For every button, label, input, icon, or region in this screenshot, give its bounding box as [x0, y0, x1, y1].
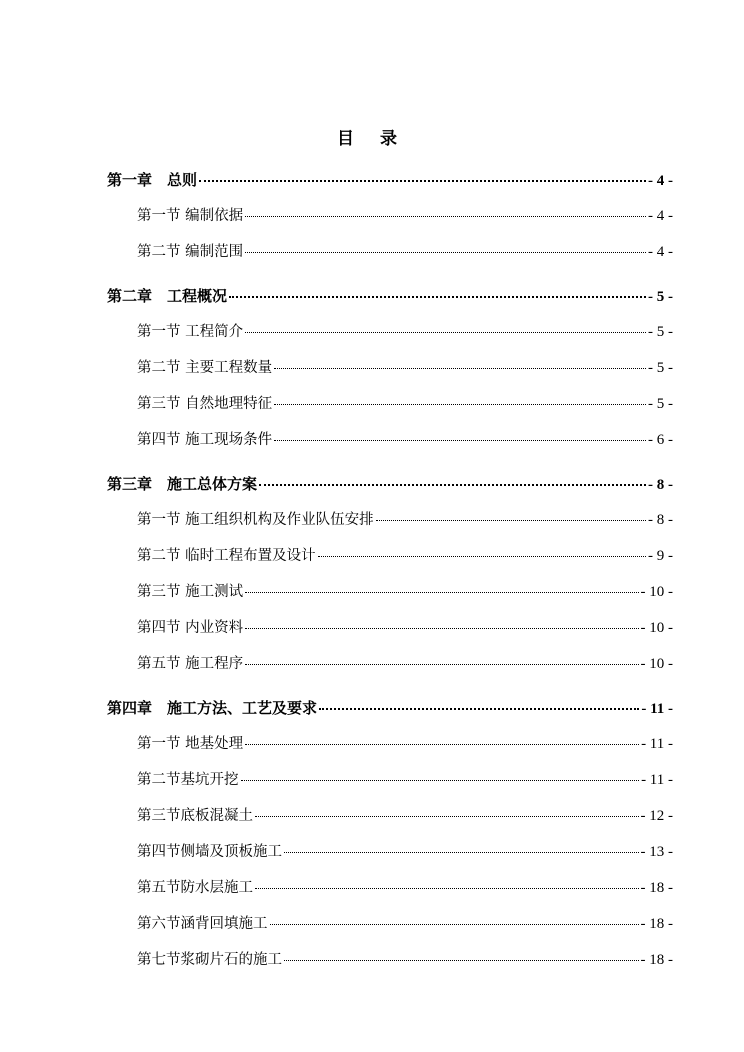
toc-entry-label: 第一节 编制依据 [137, 208, 244, 224]
dot-leader [376, 520, 646, 521]
toc-page-number: - 8 - [648, 477, 673, 493]
toc-entry-label: 第一节 地基处理 [137, 736, 244, 752]
dot-leader [255, 888, 639, 889]
dot-leader [199, 180, 646, 182]
toc-entry-label: 第二节 主要工程数量 [137, 360, 273, 376]
toc-entry-label: 第三节底板混凝土 [137, 808, 253, 824]
dot-leader [245, 216, 646, 217]
toc-chapter-1[interactable] [107, 169, 673, 191]
toc-section-1-1[interactable] [137, 205, 673, 227]
toc-chapter-4[interactable] [107, 697, 673, 719]
toc-page-number: - 10 - [640, 584, 673, 600]
toc-page-number: - 6 - [648, 432, 673, 448]
dot-leader [274, 440, 646, 441]
toc-page-number: - 5 - [648, 289, 673, 305]
dot-leader [255, 816, 639, 817]
toc-page-number: - 5 - [648, 360, 673, 376]
toc-section-2-2[interactable] [137, 357, 673, 379]
dot-leader [229, 296, 646, 298]
dot-leader [318, 556, 646, 557]
dot-leader [284, 960, 639, 961]
dot-leader [274, 404, 646, 405]
toc-section-4-3[interactable] [137, 805, 673, 827]
toc-page-number: - 12 - [640, 808, 673, 824]
toc-page-number: - 4 - [648, 208, 673, 224]
toc-page-number: - 11 - [641, 772, 673, 788]
toc-entry-label: 第二节 编制范围 [137, 244, 244, 260]
toc-entry-label: 第二节基坑开挖 [137, 772, 239, 788]
toc-entry-label: 第四章 施工方法、工艺及要求 [107, 699, 318, 717]
dot-leader [245, 592, 638, 593]
toc-section-4-5[interactable] [137, 877, 673, 899]
toc-entry-label: 第一节 施工组织机构及作业队伍安排 [137, 512, 374, 528]
dot-leader [284, 852, 639, 853]
dot-leader [245, 628, 638, 629]
toc-page-number: - 8 - [648, 512, 673, 528]
toc-page-number: - 5 - [648, 324, 673, 340]
toc-entry-label: 第二节 临时工程布置及设计 [137, 548, 316, 564]
dot-leader [259, 484, 646, 486]
toc-page-number: - 10 - [640, 656, 673, 672]
toc-page-number: - 4 - [648, 244, 673, 260]
toc-page-number: - 11 - [641, 701, 673, 717]
dot-leader [245, 744, 639, 745]
toc-section-3-2[interactable] [137, 545, 673, 567]
toc-section-3-1[interactable] [137, 509, 673, 531]
dot-leader [245, 332, 646, 333]
dot-leader [241, 780, 640, 781]
toc-section-2-3[interactable] [137, 393, 673, 415]
toc-entry-label: 第三节 施工测试 [137, 584, 244, 600]
toc-page-number: - 18 - [640, 880, 673, 896]
dot-leader [245, 664, 638, 665]
toc-entry-label: 第七节浆砌片石的施工 [137, 952, 282, 968]
toc-page-number: - 13 - [640, 844, 673, 860]
toc-page-number: - 18 - [640, 952, 673, 968]
toc-entry-label: 第一节 工程简介 [137, 324, 244, 340]
dot-leader [319, 708, 639, 710]
dot-leader [245, 252, 646, 253]
toc-entry-label: 第五节 施工程序 [137, 656, 244, 672]
toc-page-number: - 10 - [640, 620, 673, 636]
toc-section-4-6[interactable] [137, 913, 673, 935]
toc-entry-label: 第三章 施工总体方案 [107, 475, 258, 493]
toc-entry-label: 第四节侧墙及顶板施工 [137, 844, 282, 860]
toc-section-4-1[interactable] [137, 733, 673, 755]
toc-section-3-5[interactable] [137, 653, 673, 675]
toc-section-3-4[interactable] [137, 617, 673, 639]
toc-title: 目 录 [337, 129, 407, 149]
toc-entry-label: 第四节 内业资料 [137, 620, 244, 636]
toc-section-4-7[interactable] [137, 949, 673, 971]
toc-chapter-2[interactable] [107, 285, 673, 307]
toc-entry-label: 第二章 工程概况 [107, 287, 228, 305]
toc-chapter-3[interactable] [107, 473, 673, 495]
dot-leader [274, 368, 646, 369]
toc-section-2-1[interactable] [137, 321, 673, 343]
toc-section-2-4[interactable] [137, 429, 673, 451]
toc-section-1-2[interactable] [137, 241, 673, 263]
toc-entry-label: 第六节涵背回填施工 [137, 916, 268, 932]
toc-section-4-4[interactable] [137, 841, 673, 863]
toc-entry-label: 第三节 自然地理特征 [137, 396, 273, 412]
toc-entry-label: 第五节防水层施工 [137, 880, 253, 896]
dot-leader [270, 924, 639, 925]
toc-page-number: - 11 - [641, 736, 673, 752]
toc-section-3-3[interactable] [137, 581, 673, 603]
toc-page-number: - 18 - [640, 916, 673, 932]
toc-page-number: - 5 - [648, 396, 673, 412]
toc-entry-label: 第一章 总则 [107, 171, 198, 189]
toc-section-4-2[interactable] [137, 769, 673, 791]
toc-entry-label: 第四节 施工现场条件 [137, 432, 273, 448]
toc-page-number: - 9 - [648, 548, 673, 564]
toc-page-number: - 4 - [648, 173, 673, 189]
